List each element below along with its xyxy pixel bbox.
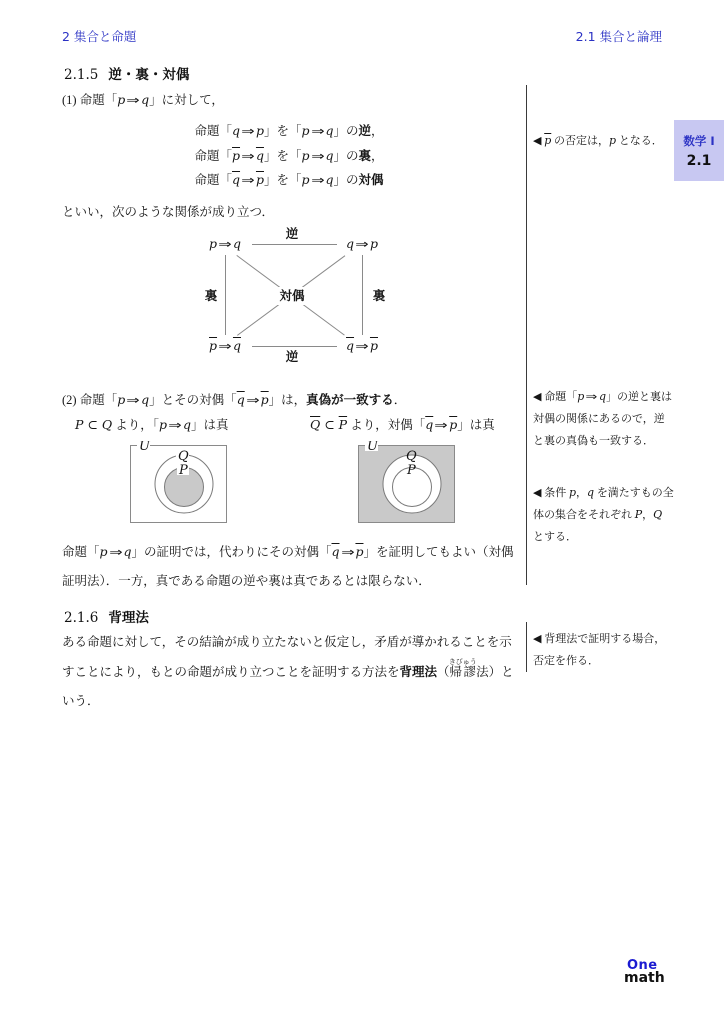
venn-universe-label: U (139, 441, 150, 454)
text-segment: $\overline{q}$ (255, 147, 264, 163)
venn-outer-label: Q (406, 449, 417, 464)
text-segment: q (587, 486, 595, 499)
text-segment: q (325, 123, 334, 138)
implies-arrow: ⇒ (241, 148, 255, 163)
text-segment: Q (653, 508, 663, 521)
text-segment: P (75, 417, 84, 432)
diagram-right-line (362, 255, 363, 335)
text-segment: 」は真 (457, 418, 495, 432)
diagram-left-line (225, 255, 226, 335)
implies-arrow: ⇒ (340, 545, 355, 559)
text-segment: q (141, 392, 150, 407)
text-segment: $\overline{p}$ (260, 392, 269, 407)
text-segment: $\overline{q}$ (346, 338, 355, 353)
text-segment: p (609, 134, 617, 147)
text-segment: ある命題に対して，その結論が成り立たないと仮定し，矛盾が導かれることを示すことにより，もとの命題が成り立つことを証明する方法を (62, 635, 512, 679)
paragraph-1 (62, 89, 224, 111)
text-segment: 」は真 (190, 418, 229, 432)
text-segment: 帰謬きびゅう (448, 658, 477, 679)
tab-section-number: 2.1 (686, 153, 712, 169)
text-segment: ， (642, 509, 654, 521)
diagram-node-p-implies-q (193, 234, 257, 254)
logo-one-text: One (627, 958, 658, 973)
text-segment: $\overline{q}$ (236, 392, 245, 407)
text-segment: より，「 (112, 418, 159, 432)
text-segment: 」を「 (263, 124, 302, 138)
text-segment: q (346, 236, 355, 251)
section-title: 背理法 (108, 610, 149, 626)
text-segment: q (232, 123, 241, 138)
text-segment: q (141, 92, 150, 107)
text-segment: の否定は， (551, 135, 610, 147)
diagram-label-inverse-left: 裏 (204, 288, 218, 303)
implies-arrow: ⇒ (126, 93, 140, 107)
definition-converse (62, 119, 516, 144)
header-chapter: 2 集合と命題 (62, 29, 137, 44)
text-segment: となる． (616, 135, 663, 147)
text-segment: 」を証明してもよい（対偶証明法）．一方，真である命題の逆や裏は真であるとは限らない． (62, 545, 514, 588)
implies-arrow: ⇒ (310, 124, 325, 138)
text-segment: 」を「 (263, 173, 302, 187)
implies-arrow: ⇒ (355, 339, 369, 353)
text-segment: 」とその対偶「 (149, 393, 237, 407)
text-segment: p (158, 417, 167, 432)
implies-arrow: ⇒ (168, 418, 182, 432)
venn-diagram-right (357, 441, 457, 525)
note-marker-icon: ◀ (533, 487, 545, 499)
paragraph-2: といい，次のような関係が成り立つ． (62, 205, 275, 219)
venn-universe-label: U (367, 441, 378, 454)
diagram-label-inverse-right: 裏 (372, 288, 386, 303)
margin-note-negation (533, 130, 675, 152)
text-segment: 命題「 (194, 148, 232, 163)
text-segment: $\overline{q}$ (331, 544, 340, 559)
text-segment: 命題「 (194, 173, 233, 187)
text-segment: p (117, 392, 126, 407)
text-segment: p (577, 390, 585, 403)
text-segment: (1) 命題「 (62, 93, 118, 107)
text-segment: 裏 (358, 147, 371, 163)
text-segment: $\overline{q}$ (425, 417, 434, 432)
margin-note-truth-sets (533, 482, 675, 548)
text-segment: p (99, 544, 108, 559)
venn-diagram-left (129, 441, 229, 525)
text-segment: q (325, 172, 334, 187)
venn-outer-label: Q (178, 449, 189, 464)
diagram-bottom-line (252, 346, 337, 347)
margin-divider-line-1 (526, 85, 527, 585)
section-heading-216 (64, 606, 149, 626)
section-heading-215 (64, 63, 189, 83)
text-segment: 」の (333, 124, 359, 138)
text-segment: 条件 (544, 487, 569, 499)
text-segment: Q (101, 417, 113, 432)
text-segment: $\overline{p}$ (232, 147, 241, 163)
text-segment: p (117, 92, 126, 107)
implies-arrow: ⇒ (218, 339, 232, 353)
text-segment: q (182, 417, 191, 432)
onemath-logo (624, 960, 704, 985)
implies-arrow: ⇒ (355, 237, 369, 251)
diagram-node-notq-implies-notp (330, 336, 394, 356)
text-segment: とする． (533, 531, 577, 543)
text-segment: $\overline{q}$ (232, 172, 241, 187)
diagram-node-notp-implies-notq (193, 336, 257, 356)
margin-divider-line-2 (526, 622, 527, 672)
text-segment: $\overline{Q}$ (310, 417, 321, 432)
diagram-top-line (252, 244, 337, 245)
text-segment: ， (370, 148, 384, 163)
implies-arrow: ⇒ (241, 173, 255, 187)
diagram-label-converse-top: 逆 (285, 226, 299, 241)
text-segment: q (232, 236, 241, 251)
section-number: 2.1.5 (64, 67, 99, 83)
implies-arrow: ⇒ (218, 237, 232, 251)
subject-tab (674, 120, 724, 181)
section-number: 2.1.6 (64, 610, 99, 626)
implies-arrow: ⇒ (245, 393, 260, 407)
text-segment: を満たすもの全体の集合をそれぞれ (533, 487, 674, 521)
relation-diagram (140, 228, 444, 370)
text-segment: $\overline{q}$ (232, 338, 241, 353)
text-segment: より，対偶「 (347, 418, 426, 432)
text-segment: 命題「 (544, 391, 578, 403)
text-segment: 」は， (268, 393, 307, 407)
implies-arrow: ⇒ (310, 173, 325, 187)
implies-arrow: ⇒ (126, 393, 140, 407)
paragraph-5 (62, 628, 520, 716)
tab-subject-label: 数学 I (683, 134, 715, 148)
text-segment: ⊂ (83, 417, 102, 432)
text-segment: q (599, 390, 607, 403)
definition-block (62, 119, 516, 193)
implies-arrow: ⇒ (108, 545, 123, 559)
header-section: 2.1 集合と論理 (575, 29, 662, 44)
implies-arrow: ⇒ (434, 418, 448, 432)
text-segment: 」の (333, 173, 359, 187)
text-segment: 」の証明では，代わりにその対偶「 (131, 545, 332, 559)
claim-left (75, 414, 228, 436)
text-segment: $\overline{p}$ (209, 338, 218, 353)
logo-math-text: math (624, 970, 665, 986)
text-segment: p (255, 123, 264, 138)
text-segment: $\overline{p}$ (369, 338, 378, 353)
text-segment: 命題「 (194, 124, 232, 138)
text-segment: 」の (333, 148, 359, 163)
text-segment: $\overline{p}$ (355, 544, 364, 559)
text-segment: p (301, 147, 310, 163)
text-segment: ， (370, 124, 384, 138)
margin-note-contradiction (533, 628, 675, 672)
section-title: 逆・裏・対偶 (108, 67, 190, 83)
diagram-label-contrapositive: 対偶 (273, 287, 311, 305)
note-marker-icon: ◀ (533, 391, 545, 403)
text-segment: ． (393, 393, 407, 407)
text-segment: p (301, 172, 310, 187)
text-segment: ， (576, 487, 588, 499)
note-marker-icon: ◀ (533, 135, 545, 147)
claim-right (310, 414, 495, 436)
text-segment: $\overline{p}$ (255, 172, 264, 187)
definition-inverse (62, 144, 516, 169)
text-segment: 命題「 (62, 545, 100, 559)
implies-arrow: ⇒ (585, 391, 598, 403)
implies-arrow: ⇒ (241, 124, 255, 138)
diagram-label-converse-bottom: 逆 (285, 349, 299, 364)
text-segment: q (325, 147, 334, 163)
text-segment: 」を「 (263, 148, 302, 163)
text-segment: 」に対して， (149, 93, 224, 107)
text-segment: q (123, 544, 132, 559)
text-segment: $\overline{p}$ (544, 134, 552, 147)
text-segment: $\overline{p}$ (449, 417, 458, 432)
text-segment: 背理法で証明する場合，否定を作る． (533, 633, 666, 667)
text-segment: $\overline{P}$ (338, 417, 348, 432)
implies-arrow: ⇒ (310, 148, 325, 163)
text-segment: （ (437, 665, 450, 679)
text-segment: 対偶 (358, 172, 384, 187)
diagram-node-q-implies-p (330, 234, 394, 254)
text-segment: p (209, 236, 218, 251)
text-segment: P (634, 508, 643, 521)
text-segment: 」の逆と裏は対偶の関係にあるので，逆と裏の真偽も一致する． (533, 391, 673, 447)
venn-inner-label: P (407, 463, 416, 478)
text-segment: 逆 (358, 123, 371, 138)
note-marker-icon: ◀ (533, 633, 545, 645)
text-segment: ⊂ (320, 417, 339, 432)
venn-inner-label: P (179, 463, 188, 478)
text-segment: (2) 命題「 (62, 393, 118, 407)
paragraph-3 (62, 389, 406, 411)
definition-contrapositive (62, 168, 516, 193)
paragraph-4 (62, 538, 522, 595)
text-segment: 背理法 (399, 664, 438, 679)
text-segment: p (568, 486, 577, 499)
text-segment: 真偽が一致する (306, 392, 394, 407)
text-segment: p (369, 236, 378, 251)
text-segment: 法）という． (62, 665, 514, 708)
margin-note-converse-inverse (533, 386, 675, 452)
text-segment: p (301, 123, 310, 138)
